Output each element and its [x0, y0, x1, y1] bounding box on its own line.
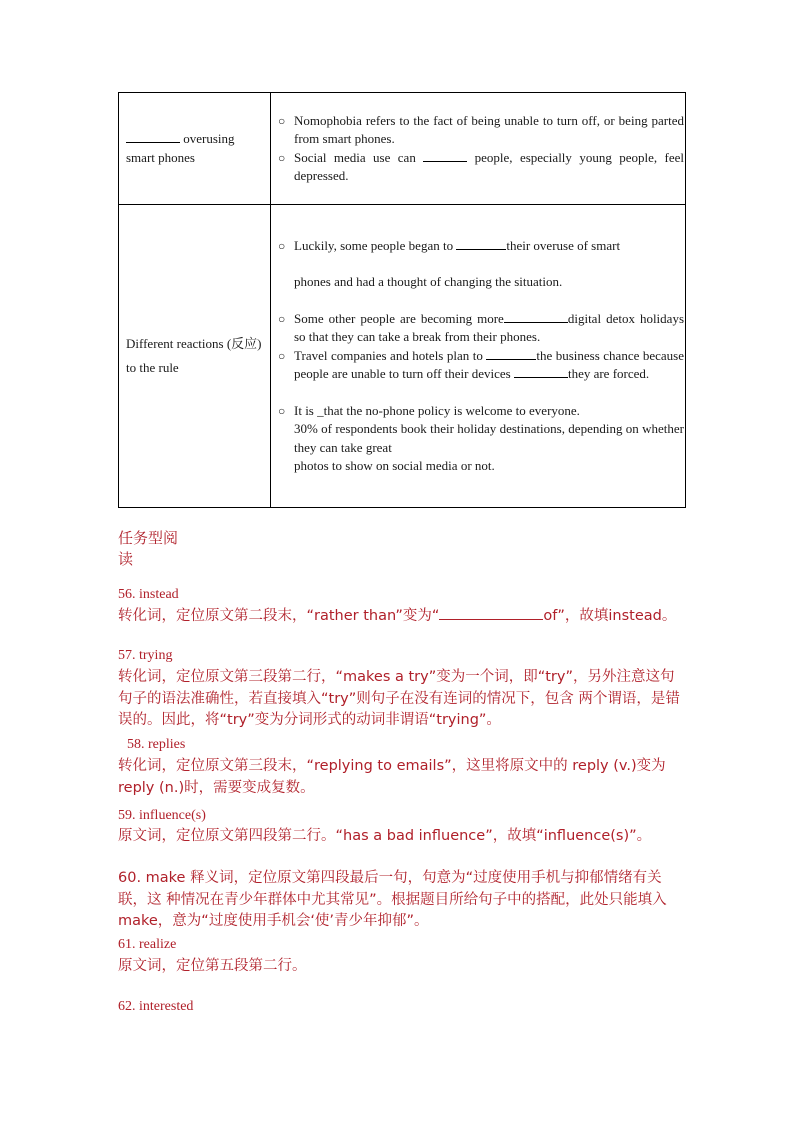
section-title: 任务型阅读 [118, 529, 179, 568]
blank-line [514, 365, 568, 378]
circle-bullet-icon: ○ [278, 113, 286, 128]
answer-heading: 62. interested [118, 999, 194, 1014]
blank-line [456, 237, 506, 250]
circle-bullet-icon: ○ [278, 403, 286, 418]
row-label-cell [119, 93, 271, 205]
answer-text: 原文词，定位第五段第二行。 [118, 958, 307, 974]
bullet-text: Travel companies and hotels plan to [294, 347, 483, 363]
row-label: overusing smart phones [126, 131, 235, 165]
summary-table [118, 92, 686, 508]
circle-bullet-icon: ○ [278, 311, 286, 326]
table-row [119, 205, 686, 508]
circle-bullet-icon: ○ [278, 150, 286, 165]
bullet-text: the business chance because people are unable to turn off their devices [294, 347, 685, 381]
answer-heading: 56. instead [118, 587, 179, 602]
answer-text-part: 转化词，定位原文第二段末，“rather than”变为“ [118, 608, 440, 624]
list-item [277, 402, 684, 476]
list-item [277, 347, 684, 384]
answer-text: 转化词，定位原文第三段末，“replying to emails”，这里将原文中的 reply (v.)变为reply (n.)时，需要变成复数。 [118, 758, 666, 796]
answer-heading: 58. replies [127, 737, 186, 752]
blank-line [486, 347, 536, 360]
answer-text: 60. make 释义词，定位原文第四段最后一句，句意为“过度使用手机与抑郁情绪有关联，这 种情况在青少年群体中尤其常见”。根据题目所给句子中的搭配，此处只能填入 make，意为“过度使用手机会‘使’青少年抑郁”。 [118, 870, 667, 929]
bullet-text: overuse of smart [533, 237, 621, 253]
answer-59 [118, 808, 688, 848]
bullet-text: Social media use can [294, 149, 416, 165]
bullet-text: people, especially young people, feel depressed. [294, 149, 684, 183]
row-label: Different reactions (反应) to the rule [126, 336, 262, 375]
answer-56 [118, 587, 688, 628]
table-row [119, 93, 686, 205]
answer-text [118, 606, 688, 628]
blank-line [126, 130, 180, 143]
bullet-list [277, 237, 684, 476]
bullet-list [277, 112, 684, 186]
blank-line [439, 606, 543, 620]
row-content-cell [271, 205, 686, 508]
answer-62 [118, 999, 688, 1015]
circle-bullet-icon: ○ [278, 238, 286, 253]
bullet-text: photos to show on social media or not. [294, 458, 495, 473]
bullet-text: Some other people are becoming more [294, 310, 504, 326]
blank-line [504, 310, 568, 323]
answer-text: 转化词，定位原文第三段第二行，“makes a try”变为一个词，即“try”，另外注意这句句子的语法准确性，若直接填入“try”则句子在没有连词的情况下，包含 两个谓语，是错误的。因此，将“try”变为分词形式的动词非谓语“trying”。 [118, 669, 680, 728]
answer-heading: 57. trying [118, 648, 173, 663]
answer-61 [118, 937, 688, 978]
bullet-text: they are forced. [567, 366, 650, 381]
bullet-text: It is _that the no-phone policy is welcome to everyone. [294, 402, 580, 418]
list-item [277, 112, 684, 149]
answer-heading: 59. influence(s) [118, 808, 206, 823]
blank-line [423, 149, 467, 162]
list-item [277, 237, 684, 292]
answer-text-part: of”，故填instead。 [543, 608, 677, 624]
answer-text: 原文词，定位原文第四段第二行。“has a bad influence”，故填“influence(s)”。 [118, 828, 652, 844]
answer-57 [118, 648, 688, 732]
answer-60 [118, 868, 688, 933]
answer-heading: 61. realize [118, 937, 177, 952]
bullet-text: Nomophobia refers to the fact of being unable to turn off, or being parted from smart phones. [294, 112, 684, 146]
row-content-cell [271, 93, 686, 205]
answer-58 [118, 737, 688, 799]
row-label-cell [119, 205, 271, 508]
bullet-text: phones and had a thought of changing the situation. [294, 274, 563, 289]
bullet-text: Luckily, some people began to [294, 237, 454, 253]
bullet-text: their [506, 237, 531, 253]
list-item [277, 310, 684, 347]
list-item [277, 149, 684, 186]
bullet-text: 30% of respondents book their holiday destinations, depending on whether they can take great [294, 421, 684, 455]
circle-bullet-icon: ○ [278, 348, 286, 363]
bullet-text: digital detox holidays so that they can take a break from their phones. [294, 310, 685, 344]
